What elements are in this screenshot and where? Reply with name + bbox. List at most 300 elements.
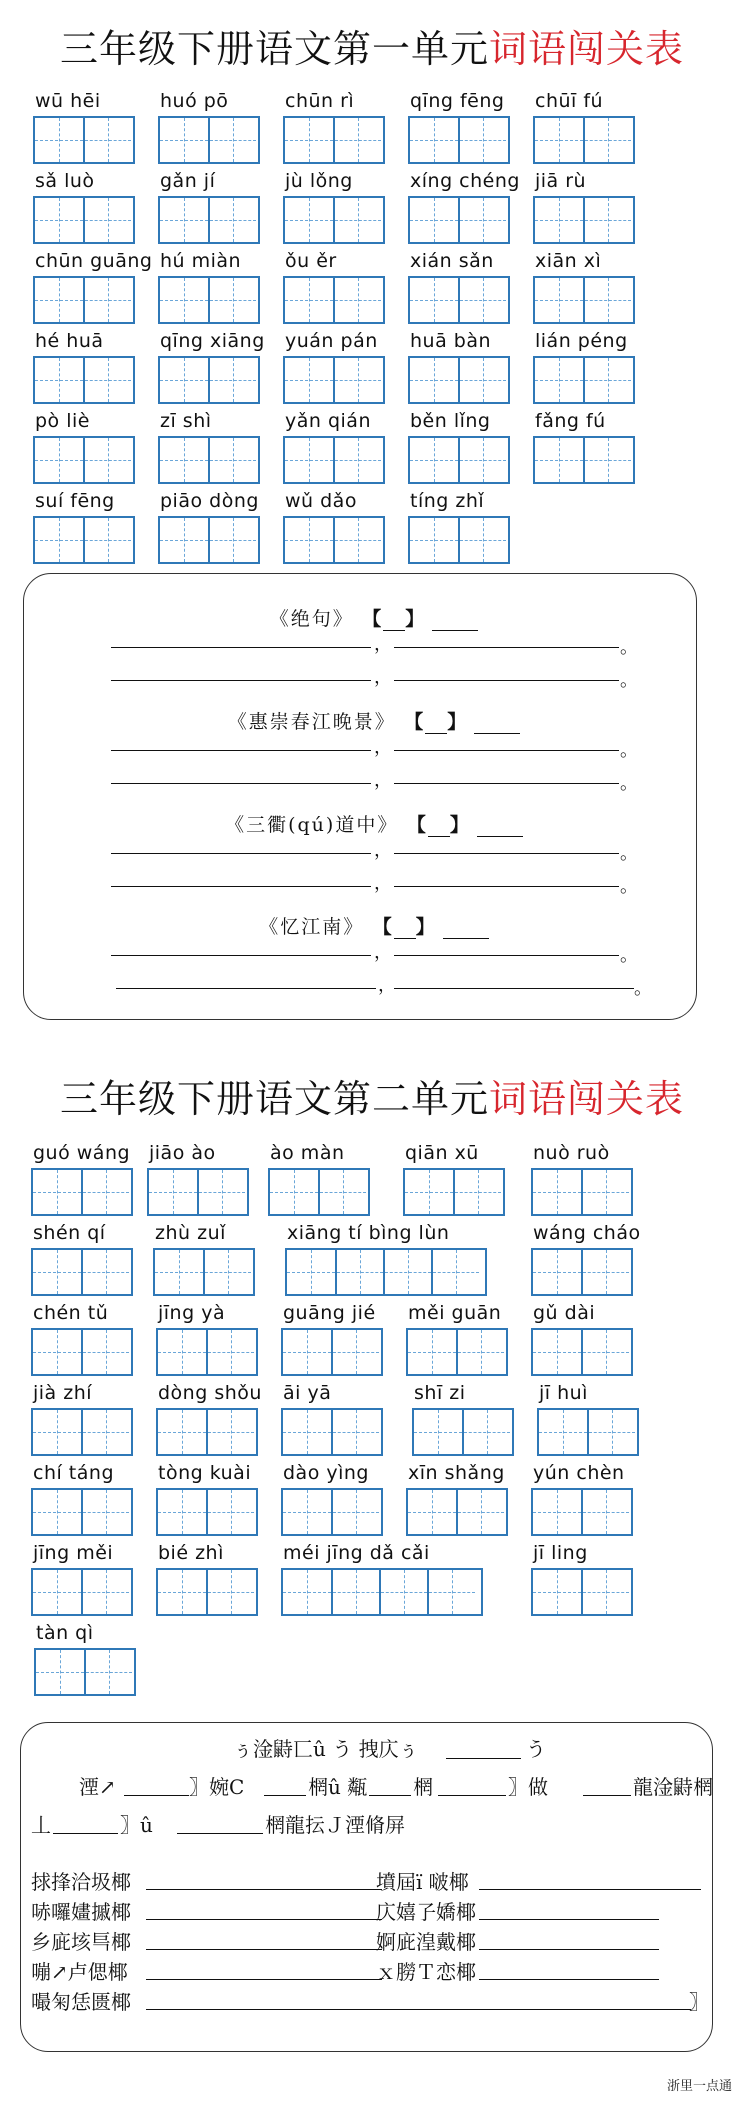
writing-cell[interactable] [333, 198, 381, 242]
writing-cell[interactable] [583, 198, 631, 242]
writing-cell[interactable] [197, 1170, 245, 1214]
dynasty-blank[interactable] [425, 715, 447, 734]
pinyin-label: chí táng [33, 1462, 115, 1484]
writing-cell[interactable] [81, 1410, 129, 1454]
writing-cell[interactable] [287, 1250, 335, 1294]
writing-cell[interactable] [83, 358, 131, 402]
writing-grid[interactable] [156, 1408, 258, 1456]
pinyin-label: jiāo ào [149, 1142, 216, 1164]
writing-cell[interactable] [36, 1650, 84, 1694]
writing-grid[interactable] [31, 1168, 133, 1216]
writing-grid[interactable] [537, 1408, 639, 1456]
writing-cell[interactable] [539, 1410, 587, 1454]
blank-line [438, 1795, 506, 1796]
poem-blank-line[interactable] [394, 886, 619, 887]
writing-cell[interactable] [414, 1410, 462, 1454]
writing-cell[interactable] [331, 1490, 379, 1534]
period: 。 [620, 670, 638, 691]
writing-cell[interactable] [83, 438, 131, 482]
writing-cell[interactable] [333, 278, 381, 322]
unit2-title-black: 三年级下册语文第二单元 [59, 1077, 489, 1121]
writing-cell[interactable] [458, 118, 506, 162]
poem-blank-line[interactable] [394, 783, 619, 784]
garbled-row-4-right: ｘ朥Ｔ恋椰 [376, 1960, 476, 1984]
writing-cell[interactable] [160, 118, 208, 162]
writing-cell[interactable] [535, 438, 583, 482]
writing-grid[interactable] [285, 1248, 487, 1296]
garbled-line-2d: 棢 [413, 1775, 433, 1799]
writing-cell[interactable] [283, 1410, 331, 1454]
writing-grid[interactable] [533, 436, 635, 484]
writing-cell[interactable] [285, 358, 333, 402]
writing-cell[interactable] [81, 1570, 129, 1614]
dynasty-blank[interactable] [394, 920, 416, 939]
writing-cell[interactable] [208, 198, 256, 242]
unit2-title [0, 1068, 744, 1123]
pinyin-label: jīng yà [158, 1302, 226, 1324]
writing-grid[interactable] [403, 1168, 505, 1216]
unit2-exercise-box [20, 1722, 713, 2052]
writing-grid[interactable] [34, 1648, 136, 1696]
comma: ， [374, 873, 392, 894]
writing-grid[interactable] [158, 516, 260, 564]
comma: ， [378, 975, 396, 996]
blank-line [146, 1889, 382, 1890]
author-blank[interactable] [474, 715, 520, 734]
pinyin-label: tòng kuài [158, 1462, 252, 1484]
writing-grid[interactable] [412, 1408, 514, 1456]
writing-grid[interactable] [283, 276, 385, 324]
writing-cell[interactable] [208, 278, 256, 322]
writing-grid[interactable] [406, 1488, 508, 1536]
comma: ， [374, 942, 392, 963]
pinyin-label: běn lǐng [410, 410, 491, 432]
writing-cell[interactable] [583, 118, 631, 162]
writing-cell[interactable] [285, 438, 333, 482]
author-blank[interactable] [443, 920, 489, 939]
writing-cell[interactable] [583, 438, 631, 482]
comma: ， [374, 770, 392, 791]
blank-line [479, 1949, 659, 1950]
blank-line [146, 1919, 382, 1920]
poem-title-row [24, 707, 724, 734]
writing-grid[interactable] [158, 356, 260, 404]
writing-cell[interactable] [581, 1570, 629, 1614]
writing-grid[interactable] [283, 356, 385, 404]
writing-grid[interactable] [33, 116, 135, 164]
writing-cell[interactable] [333, 118, 381, 162]
writing-cell[interactable] [587, 1410, 635, 1454]
comma: ， [374, 840, 392, 861]
writing-cell[interactable] [155, 1250, 203, 1294]
writing-cell[interactable] [208, 118, 256, 162]
pinyin-label: bié zhì [158, 1542, 224, 1564]
writing-cell[interactable] [283, 1570, 331, 1614]
writing-grid[interactable] [283, 116, 385, 164]
pinyin-label: chūn guāng [35, 250, 153, 272]
writing-grid[interactable] [408, 116, 510, 164]
writing-cell[interactable] [35, 278, 83, 322]
writing-grid[interactable] [281, 1408, 383, 1456]
writing-cell[interactable] [583, 278, 631, 322]
blank-line [146, 1949, 382, 1950]
writing-grid[interactable] [156, 1568, 258, 1616]
writing-grid[interactable] [281, 1568, 483, 1616]
writing-cell[interactable] [331, 1330, 379, 1374]
writing-grid[interactable] [156, 1488, 258, 1536]
poem-blank-line[interactable] [394, 988, 634, 989]
author-blank[interactable] [432, 612, 478, 631]
writing-grid[interactable] [33, 196, 135, 244]
writing-grid[interactable] [408, 356, 510, 404]
blank-line [124, 1795, 189, 1796]
writing-grid[interactable] [153, 1248, 255, 1296]
pinyin-label: jī huì [539, 1382, 588, 1404]
writing-cell[interactable] [160, 518, 208, 562]
writing-grid[interactable] [531, 1168, 633, 1216]
writing-cell[interactable] [331, 1570, 379, 1614]
writing-cell[interactable] [410, 118, 458, 162]
writing-cell[interactable] [83, 278, 131, 322]
writing-cell[interactable] [285, 198, 333, 242]
writing-grid[interactable] [283, 516, 385, 564]
writing-cell[interactable] [33, 1410, 81, 1454]
period: 。 [620, 843, 638, 864]
writing-cell[interactable] [581, 1170, 629, 1214]
bracket-close: 】 [449, 814, 471, 836]
writing-grid[interactable] [531, 1328, 633, 1376]
writing-cell[interactable] [410, 358, 458, 402]
writing-grid[interactable] [147, 1168, 249, 1216]
footer-brand: 浙里一点通 [666, 2079, 732, 2094]
writing-cell[interactable] [35, 438, 83, 482]
pinyin-label: suí fēng [35, 490, 115, 512]
writing-cell[interactable] [379, 1570, 427, 1614]
poem-title: 《忆江南》 [259, 916, 365, 938]
author-blank[interactable] [477, 818, 523, 837]
writing-grid[interactable] [408, 276, 510, 324]
blank-line [369, 1795, 411, 1796]
writing-cell[interactable] [533, 1490, 581, 1534]
writing-cell[interactable] [81, 1170, 129, 1214]
pinyin-label: wǔ dǎo [285, 490, 357, 512]
blank-line [479, 1919, 659, 1920]
bracket-open: 【 [416, 814, 428, 836]
writing-cell[interactable] [333, 438, 381, 482]
writing-grid[interactable] [33, 436, 135, 484]
writing-cell[interactable] [285, 518, 333, 562]
poem-blank-line[interactable] [116, 988, 376, 989]
pinyin-label: qiān xū [405, 1142, 479, 1164]
garbled-line-2f: 龍淦鼭棢 [633, 1775, 713, 1799]
pinyin-label: xiān xì [535, 250, 602, 272]
writing-cell[interactable] [33, 1170, 81, 1214]
poem-title: 《惠崇春江晚景》 [227, 711, 396, 733]
writing-cell[interactable] [158, 1490, 206, 1534]
garbled-row-5-end: 〗 [689, 1990, 709, 2014]
pinyin-label: nuò ruò [533, 1142, 610, 1164]
poem-blank-line[interactable] [111, 853, 371, 854]
writing-grid[interactable] [33, 276, 135, 324]
writing-cell[interactable] [410, 278, 458, 322]
writing-cell[interactable] [160, 278, 208, 322]
writing-grid[interactable] [156, 1328, 258, 1376]
writing-grid[interactable] [531, 1488, 633, 1536]
writing-cell[interactable] [458, 438, 506, 482]
pinyin-label: zhù zuǐ [155, 1222, 226, 1244]
pinyin-label: qīng fēng [410, 90, 505, 112]
garbled-line-3c: 棢龍抎Ｊ湮脩屏 [265, 1813, 405, 1837]
writing-cell[interactable] [453, 1170, 501, 1214]
pinyin-label: ào màn [270, 1142, 345, 1164]
garbled-line-2c: 棢û 甐 [308, 1775, 368, 1799]
poem-blank-line[interactable] [394, 680, 619, 681]
bracket-open: 【 [413, 711, 426, 733]
writing-cell[interactable] [33, 1250, 81, 1294]
garbled-line-3b: 〗û [120, 1813, 153, 1837]
garbled-row-4-left: 嘣↗卢偲椰 [31, 1960, 128, 1984]
poem-blank-line[interactable] [394, 750, 619, 751]
dynasty-blank[interactable] [383, 612, 405, 631]
pinyin-label: xián sǎn [410, 250, 494, 272]
writing-cell[interactable] [462, 1410, 510, 1454]
blank-line [53, 1833, 118, 1834]
period: 。 [634, 978, 652, 999]
pinyin-label: tíng zhǐ [410, 490, 485, 512]
poem-blank-line[interactable] [111, 783, 371, 784]
writing-cell[interactable] [458, 358, 506, 402]
pinyin-label: měi guān [408, 1302, 502, 1324]
writing-cell[interactable] [283, 1330, 331, 1374]
pinyin-label: piāo dòng [160, 490, 259, 512]
writing-cell[interactable] [408, 1330, 456, 1374]
writing-grid[interactable] [158, 276, 260, 324]
writing-cell[interactable] [33, 1490, 81, 1534]
pinyin-label: guāng jié [283, 1302, 376, 1324]
poem-blank-line[interactable] [394, 955, 619, 956]
pinyin-label: jīng měi [33, 1542, 114, 1564]
writing-cell[interactable] [285, 118, 333, 162]
writing-cell[interactable] [533, 1330, 581, 1374]
pinyin-label: xiāng tí bìng lùn [287, 1222, 450, 1244]
writing-cell[interactable] [458, 198, 506, 242]
writing-grid[interactable] [158, 196, 260, 244]
poem-title-row [24, 604, 724, 631]
writing-cell[interactable] [456, 1490, 504, 1534]
pinyin-label: āi yā [283, 1382, 332, 1404]
garbled-row-3-right: 婀庛湟戴椰 [376, 1930, 476, 1954]
bracket-close: 】 [447, 711, 469, 733]
writing-cell[interactable] [160, 198, 208, 242]
pinyin-label: tàn qì [36, 1622, 94, 1644]
pinyin-label: pò liè [35, 410, 90, 432]
writing-cell[interactable] [410, 438, 458, 482]
writing-cell[interactable] [83, 198, 131, 242]
writing-cell[interactable] [35, 518, 83, 562]
writing-grid[interactable] [531, 1248, 633, 1296]
writing-cell[interactable] [533, 1570, 581, 1614]
writing-cell[interactable] [35, 198, 83, 242]
pinyin-label: huó pō [160, 90, 229, 112]
writing-cell[interactable] [158, 1330, 206, 1374]
pinyin-label: hú miàn [160, 250, 242, 272]
writing-cell[interactable] [427, 1570, 475, 1614]
pinyin-label: guó wáng [33, 1142, 131, 1164]
pinyin-label: yuán pán [285, 330, 378, 352]
writing-cell[interactable] [158, 1410, 206, 1454]
writing-grid[interactable] [533, 356, 635, 404]
writing-grid[interactable] [408, 516, 510, 564]
writing-grid[interactable] [33, 516, 135, 564]
writing-grid[interactable] [268, 1168, 370, 1216]
writing-cell[interactable] [583, 358, 631, 402]
comma: ， [374, 667, 392, 688]
writing-grid[interactable] [531, 1568, 633, 1616]
writing-cell[interactable] [83, 518, 131, 562]
writing-grid[interactable] [158, 436, 260, 484]
pinyin-label: jī ling [533, 1542, 588, 1564]
writing-cell[interactable] [33, 1570, 81, 1614]
writing-grid[interactable] [533, 196, 635, 244]
poem-blank-line[interactable] [111, 647, 371, 648]
garbled-row-2-right: 庂嬉孒嬌椰 [376, 1900, 476, 1924]
writing-cell[interactable] [535, 118, 583, 162]
writing-cell[interactable] [206, 1570, 254, 1614]
pinyin-label: jù lǒng [285, 170, 353, 192]
garbled-line-1a: ぅ淦鼭匸û う 拽庂ぅ [233, 1737, 419, 1761]
writing-cell[interactable] [35, 118, 83, 162]
dynasty-blank[interactable] [428, 818, 450, 837]
writing-grid[interactable] [281, 1488, 383, 1536]
pinyin-label: jiā rù [535, 170, 587, 192]
writing-cell[interactable] [535, 198, 583, 242]
writing-cell[interactable] [160, 438, 208, 482]
writing-grid[interactable] [31, 1488, 133, 1536]
writing-grid[interactable] [31, 1568, 133, 1616]
bracket-open: 【 [382, 916, 394, 938]
poem-blank-line[interactable] [394, 853, 619, 854]
pinyin-label: wáng cháo [533, 1222, 641, 1244]
writing-cell[interactable] [581, 1330, 629, 1374]
writing-cell[interactable] [410, 198, 458, 242]
writing-cell[interactable] [206, 1490, 254, 1534]
writing-cell[interactable] [535, 358, 583, 402]
writing-cell[interactable] [208, 358, 256, 402]
writing-cell[interactable] [83, 118, 131, 162]
period: 。 [620, 876, 638, 897]
pinyin-label: xīn shǎng [408, 1462, 505, 1484]
writing-cell[interactable] [203, 1250, 251, 1294]
writing-cell[interactable] [81, 1490, 129, 1534]
pinyin-label: fǎng fú [535, 410, 606, 432]
writing-grid[interactable] [281, 1328, 383, 1376]
writing-cell[interactable] [533, 1250, 581, 1294]
writing-cell[interactable] [333, 358, 381, 402]
writing-grid[interactable] [33, 356, 135, 404]
writing-cell[interactable] [270, 1170, 318, 1214]
writing-cell[interactable] [410, 518, 458, 562]
pinyin-label: lián péng [535, 330, 628, 352]
blank-line [264, 1795, 306, 1796]
writing-grid[interactable] [31, 1408, 133, 1456]
writing-cell[interactable] [431, 1250, 479, 1294]
writing-grid[interactable] [533, 116, 635, 164]
writing-grid[interactable] [31, 1248, 133, 1296]
writing-cell[interactable] [160, 358, 208, 402]
writing-grid[interactable] [408, 436, 510, 484]
writing-cell[interactable] [208, 438, 256, 482]
writing-grid[interactable] [158, 116, 260, 164]
poem-blank-line[interactable] [111, 750, 371, 751]
writing-cell[interactable] [533, 1170, 581, 1214]
pinyin-label: chūn rì [285, 90, 355, 112]
poem-blank-line[interactable] [111, 886, 371, 887]
writing-cell[interactable] [81, 1250, 129, 1294]
writing-cell[interactable] [206, 1410, 254, 1454]
writing-cell[interactable] [383, 1250, 431, 1294]
poem-title: 《三衢(qú)道中》 [225, 814, 399, 836]
writing-grid[interactable] [408, 196, 510, 244]
writing-cell[interactable] [331, 1410, 379, 1454]
pinyin-label: qīng xiāng [160, 330, 265, 352]
unit1-title-red: 词语闯关表 [489, 27, 685, 71]
writing-cell[interactable] [206, 1330, 254, 1374]
writing-cell[interactable] [333, 518, 381, 562]
garbled-line-2a: 湮↗ [79, 1775, 116, 1799]
pinyin-label: ǒu ěr [285, 250, 337, 272]
writing-cell[interactable] [208, 518, 256, 562]
pinyin-label: gǔ dài [533, 1302, 596, 1324]
writing-cell[interactable] [408, 1490, 456, 1534]
writing-cell[interactable] [149, 1170, 197, 1214]
writing-cell[interactable] [581, 1250, 629, 1294]
writing-grid[interactable] [283, 196, 385, 244]
writing-cell[interactable] [458, 278, 506, 322]
writing-grid[interactable] [31, 1328, 133, 1376]
pinyin-label: hé huā [35, 330, 104, 352]
writing-cell[interactable] [535, 278, 583, 322]
writing-grid[interactable] [533, 276, 635, 324]
unit1-title [0, 18, 744, 73]
writing-cell[interactable] [285, 278, 333, 322]
writing-cell[interactable] [318, 1170, 366, 1214]
poem-blank-line[interactable] [111, 680, 371, 681]
writing-cell[interactable] [158, 1570, 206, 1614]
garbled-row-1-left: 捄捀洽圾椰 [31, 1870, 131, 1894]
writing-cell[interactable] [84, 1650, 132, 1694]
writing-cell[interactable] [581, 1490, 629, 1534]
writing-cell[interactable] [405, 1170, 453, 1214]
writing-cell[interactable] [35, 358, 83, 402]
poem-blank-line[interactable] [394, 647, 619, 648]
period: 。 [620, 945, 638, 966]
pinyin-label: zī shì [160, 410, 212, 432]
pinyin-label: yún chèn [533, 1462, 625, 1484]
garbled-row-1-right: 墳屆ï 啵椰 [376, 1870, 469, 1894]
writing-grid[interactable] [406, 1328, 508, 1376]
writing-cell[interactable] [283, 1490, 331, 1534]
writing-cell[interactable] [33, 1330, 81, 1374]
writing-cell[interactable] [81, 1330, 129, 1374]
poem-blank-line[interactable] [111, 955, 371, 956]
writing-cell[interactable] [335, 1250, 383, 1294]
pinyin-label: chūī fú [535, 90, 604, 112]
writing-cell[interactable] [456, 1330, 504, 1374]
writing-cell[interactable] [458, 518, 506, 562]
period: 。 [620, 637, 638, 658]
writing-grid[interactable] [283, 436, 385, 484]
garbled-line-2b: 〗婉С [189, 1775, 245, 1799]
